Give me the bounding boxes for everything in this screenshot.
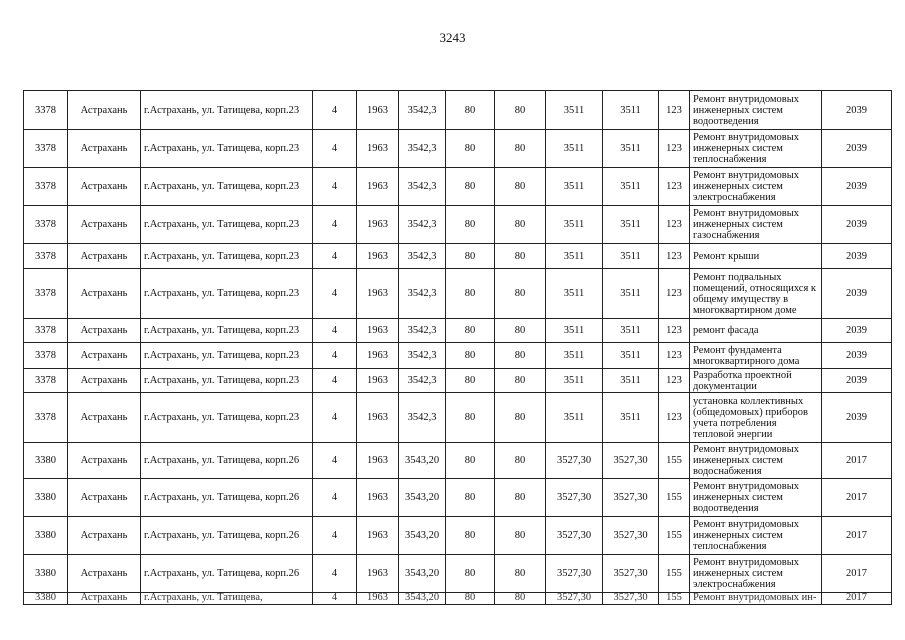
house-id-cell: 3378 — [24, 269, 68, 319]
work-type-cell: Ремонт внутридомовых инженерных систем теплоснабжения — [690, 517, 822, 555]
table-row — [24, 393, 892, 443]
total-area-cell: 3542,3 — [399, 244, 446, 269]
residents-cell: 123 — [659, 393, 690, 443]
living-area-cell: 3511 — [546, 91, 603, 130]
total-area-cell: 3542,3 — [399, 269, 446, 319]
house-id-cell: 3378 — [24, 168, 68, 206]
wear-percent-cell: 80 — [446, 369, 495, 393]
build-year-cell: 1963 — [357, 393, 399, 443]
plan-year-cell: 2017 — [822, 555, 892, 593]
table-row — [24, 555, 892, 593]
house-id-cell: 3380 — [24, 555, 68, 593]
city-cell: Астрахань — [68, 244, 141, 269]
plan-year-cell: 2017 — [822, 593, 892, 605]
wear-percent-2-cell: 80 — [495, 517, 546, 555]
address-cell: г.Астрахань, ул. Татищева, корп.23 — [141, 244, 313, 269]
table-row — [24, 269, 892, 319]
residents-cell: 123 — [659, 269, 690, 319]
table-row — [24, 343, 892, 369]
floors-cell: 4 — [313, 130, 357, 168]
residents-cell: 123 — [659, 168, 690, 206]
city-cell: Астрахань — [68, 593, 141, 605]
table-row — [24, 369, 892, 393]
plan-year-cell: 2039 — [822, 369, 892, 393]
work-type-cell: Ремонт подвальных помещений, относящихся к общему имуществу в многоквартирном доме — [690, 269, 822, 319]
wear-percent-2-cell: 80 — [495, 393, 546, 443]
wear-percent-2-cell: 80 — [495, 369, 546, 393]
living-area-2-cell: 3527,30 — [603, 555, 659, 593]
floors-cell: 4 — [313, 91, 357, 130]
living-area-2-cell: 3511 — [603, 130, 659, 168]
plan-year-cell: 2039 — [822, 244, 892, 269]
floors-cell: 4 — [313, 369, 357, 393]
residents-cell: 155 — [659, 593, 690, 605]
residents-cell: 155 — [659, 443, 690, 479]
house-id-cell: 3378 — [24, 343, 68, 369]
living-area-2-cell: 3527,30 — [603, 593, 659, 605]
city-cell: Астрахань — [68, 369, 141, 393]
wear-percent-cell: 80 — [446, 555, 495, 593]
table-row — [24, 244, 892, 269]
residents-cell: 155 — [659, 517, 690, 555]
wear-percent-2-cell: 80 — [495, 269, 546, 319]
table-row — [24, 168, 892, 206]
house-id-cell: 3378 — [24, 206, 68, 244]
residents-cell: 123 — [659, 319, 690, 343]
floors-cell: 4 — [313, 393, 357, 443]
city-cell: Астрахань — [68, 269, 141, 319]
plan-year-cell: 2017 — [822, 479, 892, 517]
living-area-cell: 3511 — [546, 206, 603, 244]
build-year-cell: 1963 — [357, 479, 399, 517]
total-area-cell: 3542,3 — [399, 168, 446, 206]
living-area-cell: 3511 — [546, 393, 603, 443]
total-area-cell: 3542,3 — [399, 393, 446, 443]
plan-year-cell: 2017 — [822, 443, 892, 479]
build-year-cell: 1963 — [357, 319, 399, 343]
floors-cell: 4 — [313, 479, 357, 517]
work-type-cell: Ремонт внутридомовых инженерных систем теплоснабжения — [690, 130, 822, 168]
work-type-cell: Ремонт внутридомовых инженерных систем водоотведения — [690, 479, 822, 517]
address-cell: г.Астрахань, ул. Татищева, корп.23 — [141, 130, 313, 168]
living-area-cell: 3527,30 — [546, 593, 603, 605]
plan-year-cell: 2039 — [822, 319, 892, 343]
floors-cell: 4 — [313, 555, 357, 593]
build-year-cell: 1963 — [357, 343, 399, 369]
build-year-cell: 1963 — [357, 206, 399, 244]
living-area-2-cell: 3511 — [603, 343, 659, 369]
plan-year-cell: 2039 — [822, 343, 892, 369]
total-area-cell: 3542,3 — [399, 319, 446, 343]
floors-cell: 4 — [313, 593, 357, 605]
table-row — [24, 517, 892, 555]
work-type-cell: Ремонт внутридомовых инженерных систем водоотведения — [690, 91, 822, 130]
total-area-cell: 3543,20 — [399, 517, 446, 555]
work-type-cell: Ремонт внутридомовых инженерных систем газоснабжения — [690, 206, 822, 244]
table-row — [24, 443, 892, 479]
city-cell: Астрахань — [68, 443, 141, 479]
city-cell: Астрахань — [68, 343, 141, 369]
table-row — [24, 593, 892, 605]
table-row — [24, 206, 892, 244]
residents-cell: 155 — [659, 479, 690, 517]
work-type-cell: Ремонт фундамента многоквартирного дома — [690, 343, 822, 369]
work-type-cell: Ремонт внутридомовых инженерных систем водоснабжения — [690, 443, 822, 479]
city-cell: Астрахань — [68, 555, 141, 593]
living-area-cell: 3527,30 — [546, 517, 603, 555]
house-id-cell: 3378 — [24, 130, 68, 168]
build-year-cell: 1963 — [357, 130, 399, 168]
living-area-2-cell: 3511 — [603, 393, 659, 443]
table-row — [24, 91, 892, 130]
page-number: 3243 — [439, 30, 466, 45]
wear-percent-2-cell: 80 — [495, 343, 546, 369]
living-area-2-cell: 3511 — [603, 319, 659, 343]
city-cell: Астрахань — [68, 206, 141, 244]
work-type-cell: установка коллективных (общедомовых) приборов учета потребления тепловой энергии — [690, 393, 822, 443]
wear-percent-cell: 80 — [446, 479, 495, 517]
living-area-2-cell: 3511 — [603, 244, 659, 269]
total-area-cell: 3543,20 — [399, 443, 446, 479]
city-cell: Астрахань — [68, 479, 141, 517]
house-id-cell: 3380 — [24, 593, 68, 605]
living-area-2-cell: 3527,30 — [603, 479, 659, 517]
total-area-cell: 3542,3 — [399, 369, 446, 393]
residents-cell: 123 — [659, 206, 690, 244]
living-area-2-cell: 3511 — [603, 91, 659, 130]
city-cell: Астрахань — [68, 130, 141, 168]
build-year-cell: 1963 — [357, 168, 399, 206]
house-id-cell: 3378 — [24, 369, 68, 393]
floors-cell: 4 — [313, 319, 357, 343]
city-cell: Астрахань — [68, 517, 141, 555]
wear-percent-2-cell: 80 — [495, 593, 546, 605]
build-year-cell: 1963 — [357, 517, 399, 555]
house-id-cell: 3380 — [24, 479, 68, 517]
repair-schedule-table — [23, 90, 892, 605]
build-year-cell: 1963 — [357, 244, 399, 269]
residents-cell: 123 — [659, 130, 690, 168]
residents-cell: 123 — [659, 369, 690, 393]
residents-cell: 155 — [659, 555, 690, 593]
living-area-2-cell: 3511 — [603, 269, 659, 319]
living-area-cell: 3511 — [546, 369, 603, 393]
house-id-cell: 3380 — [24, 517, 68, 555]
living-area-2-cell: 3527,30 — [603, 517, 659, 555]
address-cell: г.Астрахань, ул. Татищева, — [141, 593, 313, 605]
build-year-cell: 1963 — [357, 443, 399, 479]
wear-percent-cell: 80 — [446, 517, 495, 555]
address-cell: г.Астрахань, ул. Татищева, корп.23 — [141, 343, 313, 369]
city-cell: Астрахань — [68, 168, 141, 206]
wear-percent-cell: 80 — [446, 319, 495, 343]
total-area-cell: 3543,20 — [399, 555, 446, 593]
house-id-cell: 3378 — [24, 319, 68, 343]
living-area-cell: 3511 — [546, 244, 603, 269]
address-cell: г.Астрахань, ул. Татищева, корп.23 — [141, 369, 313, 393]
residents-cell: 123 — [659, 343, 690, 369]
total-area-cell: 3543,20 — [399, 479, 446, 517]
floors-cell: 4 — [313, 269, 357, 319]
build-year-cell: 1963 — [357, 91, 399, 130]
floors-cell: 4 — [313, 168, 357, 206]
plan-year-cell: 2039 — [822, 168, 892, 206]
work-type-cell: Ремонт внутридомовых инженерных систем электроснабжения — [690, 168, 822, 206]
work-type-cell: ремонт фасада — [690, 319, 822, 343]
floors-cell: 4 — [313, 244, 357, 269]
total-area-cell: 3542,3 — [399, 206, 446, 244]
residents-cell: 123 — [659, 91, 690, 130]
wear-percent-cell: 80 — [446, 130, 495, 168]
work-type-cell: Разработка проектной документации — [690, 369, 822, 393]
table-body — [24, 91, 892, 605]
floors-cell: 4 — [313, 206, 357, 244]
living-area-cell: 3527,30 — [546, 555, 603, 593]
total-area-cell: 3542,3 — [399, 130, 446, 168]
work-type-cell: Ремонт крыши — [690, 244, 822, 269]
living-area-cell: 3511 — [546, 319, 603, 343]
address-cell: г.Астрахань, ул. Татищева, корп.26 — [141, 479, 313, 517]
table-row — [24, 130, 892, 168]
wear-percent-2-cell: 80 — [495, 319, 546, 343]
living-area-2-cell: 3511 — [603, 369, 659, 393]
total-area-cell: 3542,3 — [399, 91, 446, 130]
wear-percent-2-cell: 80 — [495, 91, 546, 130]
wear-percent-2-cell: 80 — [495, 443, 546, 479]
work-type-cell: Ремонт внутридомовых ин- — [690, 593, 822, 605]
address-cell: г.Астрахань, ул. Татищева, корп.23 — [141, 168, 313, 206]
plan-year-cell: 2039 — [822, 130, 892, 168]
address-cell: г.Астрахань, ул. Татищева, корп.26 — [141, 443, 313, 479]
living-area-cell: 3511 — [546, 168, 603, 206]
address-cell: г.Астрахань, ул. Татищева, корп.23 — [141, 393, 313, 443]
wear-percent-cell: 80 — [446, 393, 495, 443]
living-area-2-cell: 3511 — [603, 168, 659, 206]
plan-year-cell: 2017 — [822, 517, 892, 555]
address-cell: г.Астрахань, ул. Татищева, корп.23 — [141, 91, 313, 130]
house-id-cell: 3378 — [24, 244, 68, 269]
wear-percent-2-cell: 80 — [495, 244, 546, 269]
city-cell: Астрахань — [68, 319, 141, 343]
wear-percent-2-cell: 80 — [495, 206, 546, 244]
living-area-cell: 3511 — [546, 130, 603, 168]
work-type-cell: Ремонт внутридомовых инженерных систем электроснабжения — [690, 555, 822, 593]
floors-cell: 4 — [313, 443, 357, 479]
living-area-2-cell: 3527,30 — [603, 443, 659, 479]
floors-cell: 4 — [313, 517, 357, 555]
plan-year-cell: 2039 — [822, 91, 892, 130]
build-year-cell: 1963 — [357, 269, 399, 319]
wear-percent-cell: 80 — [446, 593, 495, 605]
house-id-cell: 3378 — [24, 91, 68, 130]
plan-year-cell: 2039 — [822, 393, 892, 443]
wear-percent-2-cell: 80 — [495, 479, 546, 517]
wear-percent-2-cell: 80 — [495, 555, 546, 593]
city-cell: Астрахань — [68, 393, 141, 443]
build-year-cell: 1963 — [357, 593, 399, 605]
wear-percent-2-cell: 80 — [495, 168, 546, 206]
wear-percent-cell: 80 — [446, 91, 495, 130]
living-area-cell: 3511 — [546, 269, 603, 319]
wear-percent-2-cell: 80 — [495, 130, 546, 168]
wear-percent-cell: 80 — [446, 168, 495, 206]
plan-year-cell: 2039 — [822, 206, 892, 244]
address-cell: г.Астрахань, ул. Татищева, корп.23 — [141, 319, 313, 343]
address-cell: г.Астрахань, ул. Татищева, корп.23 — [141, 269, 313, 319]
total-area-cell: 3542,3 — [399, 343, 446, 369]
table-row — [24, 479, 892, 517]
wear-percent-cell: 80 — [446, 244, 495, 269]
address-cell: г.Астрахань, ул. Татищева, корп.26 — [141, 517, 313, 555]
table-row — [24, 319, 892, 343]
wear-percent-cell: 80 — [446, 206, 495, 244]
wear-percent-cell: 80 — [446, 269, 495, 319]
city-cell: Астрахань — [68, 91, 141, 130]
plan-year-cell: 2039 — [822, 269, 892, 319]
build-year-cell: 1963 — [357, 369, 399, 393]
floors-cell: 4 — [313, 343, 357, 369]
house-id-cell: 3380 — [24, 443, 68, 479]
living-area-cell: 3527,30 — [546, 479, 603, 517]
wear-percent-cell: 80 — [446, 443, 495, 479]
address-cell: г.Астрахань, ул. Татищева, корп.26 — [141, 555, 313, 593]
wear-percent-cell: 80 — [446, 343, 495, 369]
living-area-2-cell: 3511 — [603, 206, 659, 244]
address-cell: г.Астрахань, ул. Татищева, корп.23 — [141, 206, 313, 244]
residents-cell: 123 — [659, 244, 690, 269]
total-area-cell: 3543,20 — [399, 593, 446, 605]
living-area-cell: 3511 — [546, 343, 603, 369]
build-year-cell: 1963 — [357, 555, 399, 593]
living-area-cell: 3527,30 — [546, 443, 603, 479]
house-id-cell: 3378 — [24, 393, 68, 443]
